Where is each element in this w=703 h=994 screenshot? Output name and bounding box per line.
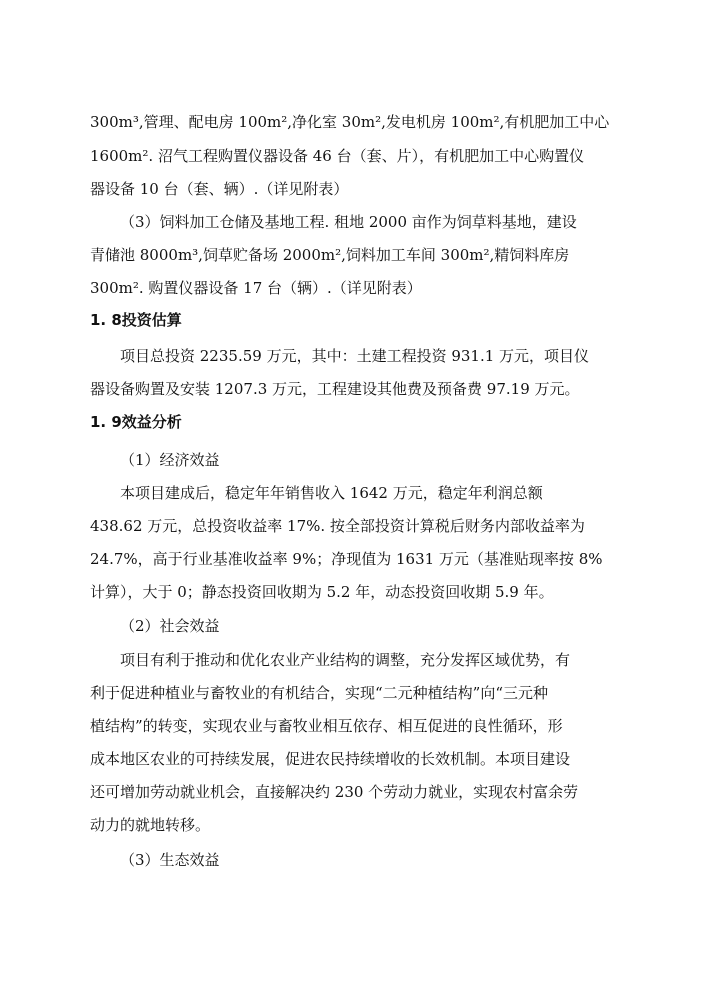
text-line: 植结构”的转变，实现农业与畜牧业相互依存、相互促进的良性循环，形 xyxy=(90,717,563,735)
text-line: 利于促进种植业与畜牧业的有机结合，实现“二元种植结构”向“三元种 xyxy=(90,684,549,702)
subsection-title-social: （2）社会效益 xyxy=(120,617,220,635)
text-line: 300m³,管理、配电房 100m²,净化室 30m²,发电机房 100m²,有机肥加工中心 xyxy=(90,113,610,131)
text-line: 青储池 8000m³,饲草贮备场 2000m²,饲料加工车间 300m²,精饲料库房 xyxy=(90,246,570,264)
text-line: 438.62 万元，总投资收益率 17%. 按全部投资计算税后财务内部收益率为 xyxy=(90,517,585,535)
text-line: 1600m². 沼气工程购置仪器设备 46 台（套、片），有机肥加工中心购置仪 xyxy=(90,147,585,165)
text-line: 项目有利于推动和优化农业产业结构的调整，充分发挥区域优势，有 xyxy=(120,651,571,669)
text-line: （3）饲料加工仓储及基地工程. 租地 2000 亩作为饲草料基地，建设 xyxy=(120,213,577,231)
text-line: 项目总投资 2235.59 万元，其中：土建工程投资 931.1 万元，项目仪 xyxy=(120,347,590,365)
text-line: 成本地区农业的可持续发展，促进农民持续增收的长效机制。本项目建设 xyxy=(90,750,571,768)
text-line: 300m². 购置仪器设备 17 台（辆）.（详见附表） xyxy=(90,279,422,297)
text-line: 动力的就地转移。 xyxy=(90,816,211,834)
section-heading-investment: 1. 8投资估算 xyxy=(90,311,182,329)
text-line: 本项目建成后，稳定年年销售收入 1642 万元，稳定年利润总额 xyxy=(120,484,543,502)
text-line: 计算），大于 0；静态投资回收期为 5.2 年，动态投资回收期 5.9 年。 xyxy=(90,583,554,601)
subsection-title-ecological: （3）生态效益 xyxy=(120,851,220,869)
text-line: 器设备 10 台（套、辆）.（详见附表） xyxy=(90,180,349,198)
text-line: 还可增加劳动就业机会，直接解决约 230 个劳动力就业，实现农村富余劳 xyxy=(90,783,579,801)
text-line: 器设备购置及安装 1207.3 万元，工程建设其他费及预备费 97.19 万元。 xyxy=(90,380,580,398)
subsection-title-economic: （1）经济效益 xyxy=(120,451,220,469)
text-line: 24.7%，高于行业基准收益率 9%；净现值为 1631 万元（基准贴现率按 8% xyxy=(90,550,603,568)
section-heading-benefit: 1. 9效益分析 xyxy=(90,413,182,431)
